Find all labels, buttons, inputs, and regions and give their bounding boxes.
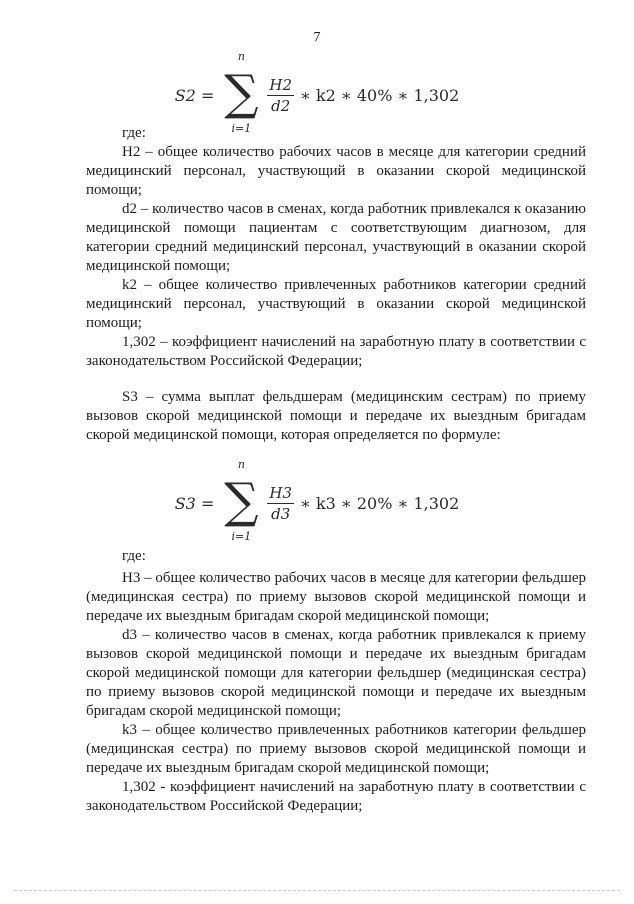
formula-s2-lower-limit: i=1 [231,122,252,135]
formula-s3-lower-limit: i=1 [231,530,252,543]
formula-s2-rest: ∗ k2 ∗ 40% ∗ 1,302 [299,85,460,105]
scan-edge-divider [14,890,620,891]
definitions-s3 [86,547,586,816]
definition-coefficient: 1,302 – коэффициент начислений на заработную плату в соответствии с законодательством Российской Федерации; [86,334,586,369]
sigma-symbol: ∑ [224,65,259,121]
definition-k2: k2 – общее количество привлеченных работников категории средний медицинский персонал, участвующий в оказании скорой медицинской помощи; [86,277,586,331]
definition-k3: k3 – общее количество привлеченных работников категории фельдшер (медицинская сестра) по приему вызовов скорой медицинской помощи и передаче их выездным бригадам скорой медицинской помощи; [86,722,586,776]
definition-coefficient: 1,302 - коэффициент начислений на заработную плату в соответствии с законодательством Российской Федерации; [86,779,586,814]
page-number: 7 [313,30,321,45]
definition-h2: Н2 – общее количество рабочих часов в месяце для категории средний медицинский персонал, участвующий в оказании скорой медицинской помощи; [86,144,586,198]
formula-s3-fraction [267,484,294,523]
where-label: где: [122,548,146,564]
formula-s3-denominator: d3 [271,504,291,523]
s3-intro [86,388,586,445]
formula-s3 [0,458,634,548]
s3-intro-paragraph: S3 – сумма выплат фельдшерам (медицинским сестрам) по приему вызовов скорой медицинской помощи и передаче их выездным бригадам скорой медицинской помощи, которая определяется по формуле: [86,389,586,443]
formula-s3-numerator: H3 [269,483,292,502]
formula-s3-sum [218,458,264,548]
definitions-s2 [86,124,586,371]
formula-s2-fraction [267,76,294,115]
definition-d2: d2 – количество часов в сменах, когда работник привлекался к оказанию медицинской помощи пациентам с соответствующим диагнозом, для категории средний медицинский персонал, участвующий в оказании скорой медицинской помощи; [86,201,586,274]
formula-s2-upper-limit: n [237,50,245,63]
formula-s2-lhs: S2 = [174,85,215,105]
formula-s2-numerator: H2 [269,75,292,94]
definition-h3: Н3 – общее количество рабочих часов в месяце для категории фельдшер (медицинская сестра) по приему вызовов скорой медицинской помощи и передаче их выездным бригадам скорой медицинской помощи; [86,570,586,624]
formula-s3-lhs: S3 = [174,493,215,513]
formula-s3-rest: ∗ k3 ∗ 20% ∗ 1,302 [299,493,460,513]
where-label: где: [122,125,146,141]
formula-s3-upper-limit: n [237,458,245,471]
definition-d3: d3 – количество часов в сменах, когда работник привлекался к приему вызовов скорой медицинской помощи и передаче их выездным бригадам скорой медицинской помощи для категории фельдшер (медицинская сестра) по приему вызовов скорой медицинской помощи и передаче их выездным бригадам скорой медицинской помощи; [86,627,586,719]
sigma-symbol: ∑ [224,473,259,529]
formula-s2-denominator: d2 [271,96,291,115]
